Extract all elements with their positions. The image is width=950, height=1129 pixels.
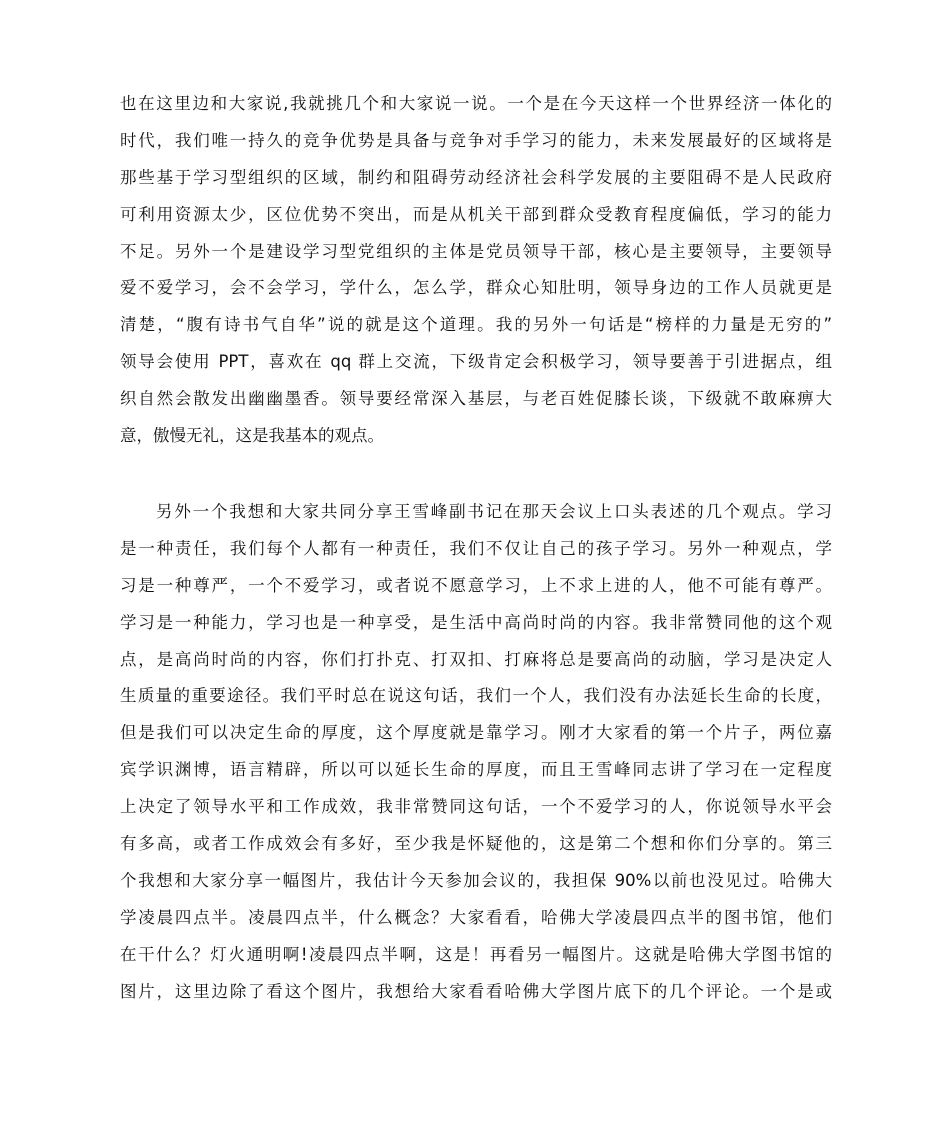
text-line: 个我想和大家分享一幅图片，我估计今天参加会议的，我担保 90%以前也没见过。哈佛大 (120, 870, 832, 890)
text-line: 在干什么？灯火通明啊!凌晨四点半啊，这是！再看另一幅图片。这就是哈佛大学图书馆的 (120, 944, 832, 964)
text-line: 生质量的重要途径。我们平时总在说这句话，我们一个人，我们没有办法延长生命的长度， (120, 686, 832, 706)
text-line: 有多高，或者工作成效会有多好，至少我是怀疑他的，这是第二个想和你们分享的。第三 (120, 834, 832, 854)
text-line: 但是我们可以决定生命的厚度，这个厚度就是靠学习。刚才大家看的第一个片子，两位嘉 (120, 723, 832, 743)
text-line: 意，傲慢无礼，这是我基本的观点。 (120, 426, 384, 446)
text-line: 图片，这里边除了看这个图片，我想给大家看看哈佛大学图片底下的几个评论。一个是或 (120, 981, 832, 1001)
text-line: 织自然会散发出幽幽墨香。领导要经常深入基层，与老百姓促膝长谈，下级就不敢麻痹大 (120, 389, 832, 409)
text-line: 清楚，“腹有诗书气自华”说的就是这个道理。我的另外一句话是“榜样的力量是无穷的” (120, 315, 832, 335)
paragraph-2 (120, 494, 832, 1010)
text-line: 另外一个我想和大家共同分享王雪峰副书记在那天会议上口头表述的几个观点。学习 (156, 502, 832, 521)
text-line: 可利用资源太少，区位优势不突出，而是从机关干部到群众受教育程度偏低，学习的能力 (120, 204, 832, 224)
text-line: 不足。另外一个是建设学习型党组织的主体是党员领导干部，核心是主要领导，主要领导 (120, 241, 832, 261)
text-line: 那些基于学习型组织的区域，制约和阻碍劳动经济社会科学发展的主要阻碍不是人民政府 (120, 167, 832, 187)
text-line: 习是一种尊严，一个不爱学习，或者说不愿意学习，上不求上进的人，他不可能有尊严。 (120, 575, 832, 595)
paragraph-1 (120, 86, 832, 455)
text-line: 上决定了领导水平和工作成效，我非常赞同这句话，一个不爱学习的人，你说领导水平会 (120, 797, 832, 817)
text-line: 领导会使用 PPT，喜欢在 qq 群上交流，下级肯定会积极学习，领导要善于引进据点，组 (120, 352, 832, 372)
text-line: 爱不爱学习，会不会学习，学什么，怎么学，群众心知肚明，领导身边的工作人员就更是 (120, 278, 832, 298)
text-line: 学凌晨四点半。凌晨四点半，什么概念？大家看看，哈佛大学凌晨四点半的图书馆，他们 (120, 907, 832, 927)
text-line: 是一种责任，我们每个人都有一种责任，我们不仅让自己的孩子学习。另外一种观点，学 (120, 538, 832, 558)
text-line: 时代，我们唯一持久的竞争优势是具备与竞争对手学习的能力，未来发展最好的区域将是 (120, 130, 832, 150)
text-line: 宾学识渊博，语言精辟，所以可以延长生命的厚度，而且王雪峰同志讲了学习在一定程度 (120, 760, 832, 780)
text-line: 学习是一种能力，学习也是一种享受，是生活中高尚时尚的内容。我非常赞同他的这个观 (120, 612, 832, 632)
text-line: 点，是高尚时尚的内容，你们打扑克、打双扣、打麻将总是要高尚的动脑，学习是决定人 (120, 649, 832, 669)
text-line: 也在这里边和大家说,我就挑几个和大家说一说。一个是在今天这样一个世界经济一体化的 (120, 94, 832, 113)
